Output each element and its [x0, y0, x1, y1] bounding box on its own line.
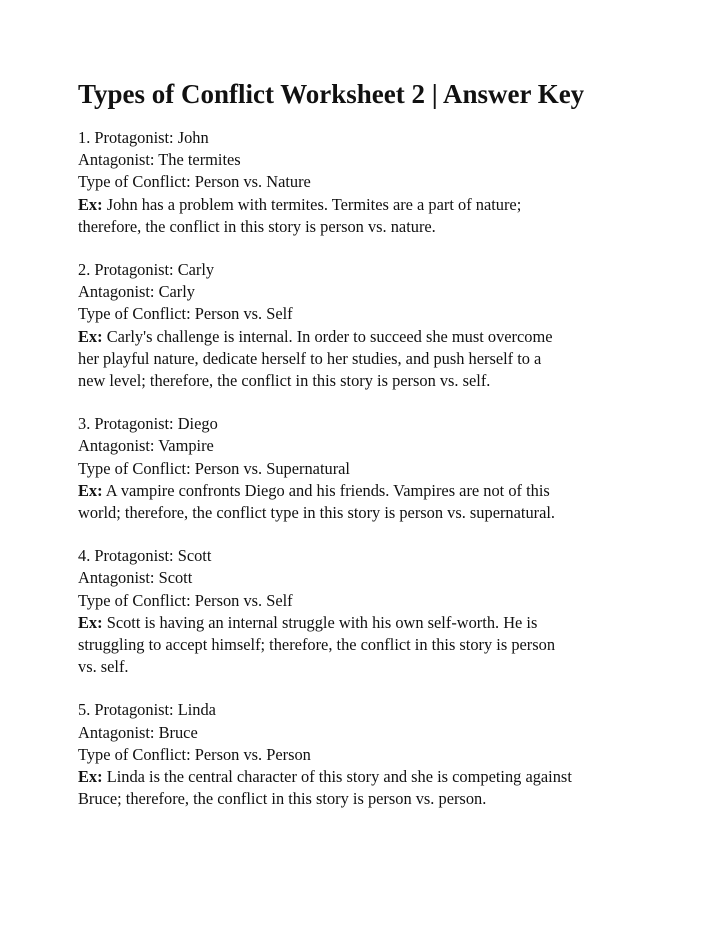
conflict-type-line: Type of Conflict: Person vs. Self [78, 304, 293, 324]
antagonist-line: Antagonist: Bruce [78, 722, 198, 742]
explanation-text: Scott is having an internal struggle with his own self-worth. He is [106, 612, 538, 632]
page-title: Types of Conflict Worksheet 2 | Answer Key [78, 79, 585, 109]
protagonist-line: 4. Protagonist: Scott [78, 546, 212, 566]
answer-item-5 [78, 699, 688, 810]
antagonist-line: Antagonist: Scott [78, 568, 193, 588]
protagonist-line: 5. Protagonist: Linda [78, 700, 216, 720]
explanation-label: Ex: [78, 612, 103, 632]
explanation-line: world; therefore, the conflict type in this story is person vs. supernatural. [78, 503, 556, 523]
explanation-line [78, 612, 688, 634]
explanation-line: vs. self. [78, 657, 129, 677]
explanation-line: her playful nature, dedicate herself to her studies, and push herself to a [78, 348, 542, 368]
explanation-line: new level; therefore, the conflict in this story is person vs. self. [78, 371, 491, 391]
answer-item-2 [78, 259, 688, 392]
answer-item-1 [78, 127, 688, 238]
answer-item-3 [78, 413, 688, 524]
conflict-type-line: Type of Conflict: Person vs. Nature [78, 172, 311, 192]
antagonist-line: Antagonist: The termites [78, 150, 241, 170]
explanation-line [78, 194, 688, 216]
explanation-text: Carly's challenge is internal. In order to succeed she must overcome [106, 326, 553, 346]
explanation-label: Ex: [78, 326, 103, 346]
conflict-type-line: Type of Conflict: Person vs. Person [78, 744, 311, 764]
explanation-line [78, 480, 688, 502]
explanation-label: Ex: [78, 767, 103, 787]
explanation-line: therefore, the conflict in this story is person vs. nature. [78, 216, 436, 236]
explanation-label: Ex: [78, 194, 103, 214]
conflict-type-line: Type of Conflict: Person vs. Supernatural [78, 458, 350, 478]
explanation-line: Bruce; therefore, the conflict in this story is person vs. person. [78, 789, 487, 809]
explanation-line [78, 766, 688, 788]
conflict-type-line: Type of Conflict: Person vs. Self [78, 590, 293, 610]
explanation-text: Linda is the central character of this story and she is competing against [106, 767, 572, 787]
protagonist-line: 3. Protagonist: Diego [78, 414, 218, 434]
explanation-line [78, 326, 688, 348]
explanation-label: Ex: [78, 480, 103, 500]
protagonist-line: 1. Protagonist: John [78, 128, 209, 147]
explanation-line: struggling to accept himself; therefore, the conflict in this story is person [78, 635, 556, 655]
antagonist-line: Antagonist: Carly [78, 282, 195, 302]
antagonist-line: Antagonist: Vampire [78, 436, 214, 456]
protagonist-line: 2. Protagonist: Carly [78, 260, 215, 280]
explanation-text: John has a problem with termites. Termites are a part of nature; [106, 194, 522, 214]
answer-item-4 [78, 545, 688, 678]
explanation-text: A vampire confronts Diego and his friends. Vampires are not of this [105, 480, 550, 500]
